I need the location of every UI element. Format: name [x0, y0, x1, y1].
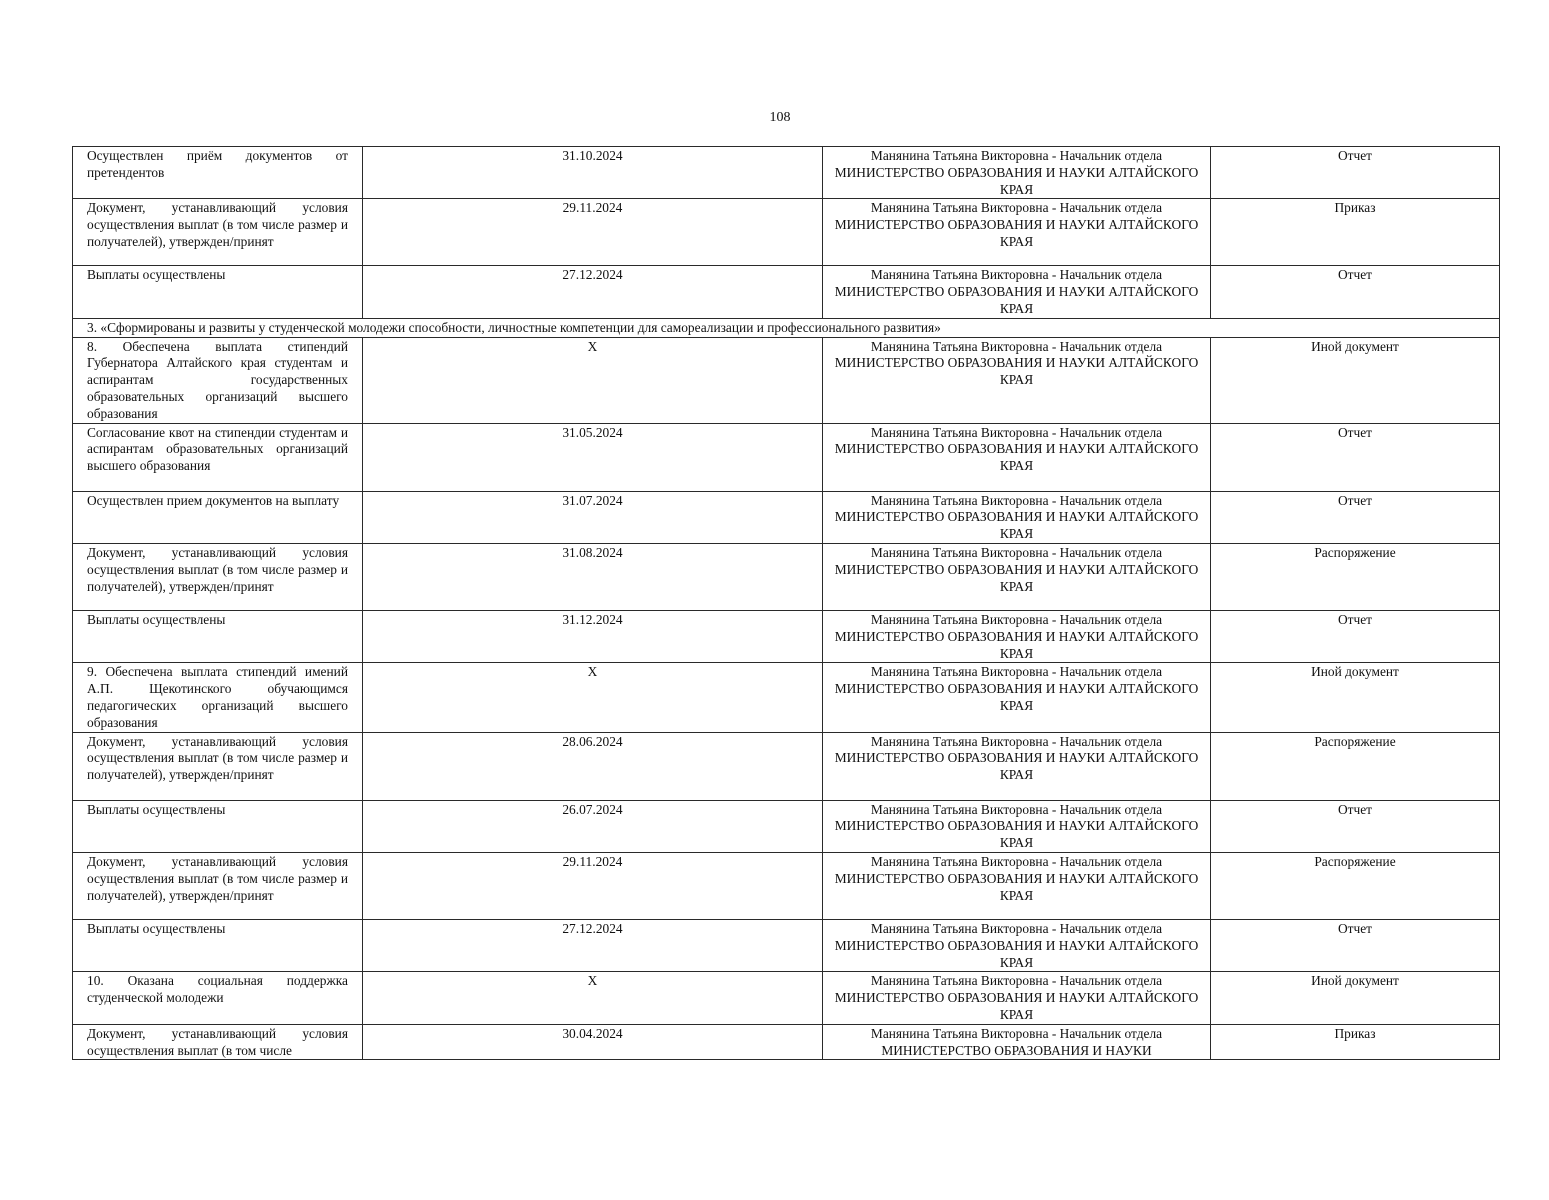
- table-row: [73, 800, 1500, 852]
- document-type-cell: [1211, 732, 1500, 800]
- event-name-cell: [73, 491, 363, 543]
- document-type-cell: [1211, 610, 1500, 662]
- due-date-cell: [363, 266, 823, 318]
- due-date: X: [587, 338, 598, 354]
- responsible-person: Манянина Татьяна Викторовна - Начальник отдела МИНИСТЕРСТВО ОБРАЗОВАНИЯ И НАУКИ АЛТАЙСКОГО КРАЯ: [834, 973, 1199, 1022]
- event-name-cell: [73, 800, 363, 852]
- due-date-cell: [363, 491, 823, 543]
- document-type: Иной документ: [1311, 338, 1399, 354]
- document-type: Иной документ: [1311, 664, 1399, 680]
- responsible-cell: [823, 423, 1211, 491]
- due-date-cell: [363, 852, 823, 919]
- table-row: [73, 972, 1500, 1024]
- responsible-person: Манянина Татьяна Викторовна - Начальник отдела МИНИСТЕРСТВО ОБРАЗОВАНИЯ И НАУКИ АЛТАЙСКОГО КРАЯ: [834, 853, 1199, 903]
- table-row: [73, 423, 1500, 491]
- responsible-cell: [823, 266, 1211, 318]
- document-type: Приказ: [1334, 1025, 1376, 1041]
- responsible-person: Манянина Татьяна Викторовна - Начальник отдела МИНИСТЕРСТВО ОБРАЗОВАНИЯ И НАУКИ АЛТАЙСКОГО КРАЯ: [834, 200, 1199, 249]
- responsible-cell: [823, 543, 1211, 610]
- table-row: [73, 919, 1500, 971]
- event-name: Документ, устанавливающий условия осуществления выплат (в том числе размер и получателей), утвержден/принят: [87, 853, 348, 903]
- document-type: Отчет: [1337, 148, 1373, 163]
- document-type-cell: [1211, 919, 1500, 971]
- due-date: 31.05.2024: [562, 424, 623, 440]
- due-date-cell: [363, 147, 823, 199]
- responsible-cell: [823, 663, 1211, 732]
- due-date-cell: [363, 919, 823, 971]
- responsible-person: Манянина Татьяна Викторовна - Начальник отдела МИНИСТЕРСТВО ОБРАЗОВАНИЯ И НАУКИ: [870, 1025, 1163, 1058]
- event-name: Согласование квот на стипендии студентам и аспирантам образовательных организаций высшего образования: [87, 424, 348, 474]
- section-row: [73, 318, 1500, 337]
- responsible-person: Манянина Татьяна Викторовна - Начальник отдела МИНИСТЕРСТВО ОБРАЗОВАНИЯ И НАУКИ АЛТАЙСКОГО КРАЯ: [834, 424, 1199, 474]
- responsible-person: Манянина Татьяна Викторовна - Начальник отдела МИНИСТЕРСТВО ОБРАЗОВАНИЯ И НАУКИ АЛТАЙСКОГО КРАЯ: [834, 801, 1199, 851]
- table-row: [73, 491, 1500, 543]
- table-row: [73, 147, 1500, 199]
- document-type-cell: [1211, 800, 1500, 852]
- document-type: Отчет: [1337, 424, 1373, 440]
- event-name-cell: [73, 1024, 363, 1060]
- document-type: Распоряжение: [1314, 733, 1396, 749]
- responsible-person: Манянина Татьяна Викторовна - Начальник отдела МИНИСТЕРСТВО ОБРАЗОВАНИЯ И НАУКИ АЛТАЙСКОГО КРАЯ: [834, 664, 1199, 713]
- document-type-cell: [1211, 972, 1500, 1024]
- responsible-person: Манянина Татьяна Викторовна - Начальник отдела МИНИСТЕРСТВО ОБРАЗОВАНИЯ И НАУКИ АЛТАЙСКОГО КРАЯ: [834, 611, 1199, 661]
- due-date: 31.10.2024: [562, 148, 623, 163]
- table-row: [73, 610, 1500, 662]
- event-name: Осуществлен приём документов от претендентов: [87, 148, 348, 180]
- document-type: Отчет: [1337, 801, 1373, 817]
- due-date: 29.11.2024: [562, 853, 623, 869]
- responsible-person: Манянина Татьяна Викторовна - Начальник отдела МИНИСТЕРСТВО ОБРАЗОВАНИЯ И НАУКИ АЛТАЙСКОГО КРАЯ: [834, 920, 1199, 970]
- event-name-cell: [73, 732, 363, 800]
- table-row: [73, 852, 1500, 919]
- table-row: [73, 1024, 1500, 1060]
- event-name: 9. Обеспечена выплата стипендий имений А.П. Щекотинского обучающимся педагогических организаций высшего образования: [87, 664, 348, 730]
- plan-table: [72, 146, 1500, 1060]
- event-name-cell: [73, 663, 363, 732]
- table-row: [73, 199, 1500, 266]
- responsible-cell: [823, 610, 1211, 662]
- event-name: Документ, устанавливающий условия осуществления выплат (в том числе: [87, 1025, 348, 1058]
- due-date-cell: [363, 610, 823, 662]
- table-row: [73, 663, 1500, 732]
- event-name-cell: [73, 972, 363, 1024]
- due-date: 31.12.2024: [562, 611, 623, 627]
- due-date-cell: [363, 732, 823, 800]
- document-type-cell: [1211, 1024, 1500, 1060]
- due-date: 27.12.2024: [562, 920, 623, 936]
- document-type-cell: [1211, 337, 1500, 423]
- section-title-cell: [73, 318, 1500, 337]
- document-type-cell: [1211, 543, 1500, 610]
- responsible-cell: [823, 800, 1211, 852]
- document-type-cell: [1211, 266, 1500, 318]
- page-number: 108: [769, 110, 791, 125]
- document-type: Отчет: [1337, 920, 1373, 936]
- due-date-cell: [363, 972, 823, 1024]
- event-name-cell: [73, 147, 363, 199]
- document-type-cell: [1211, 147, 1500, 199]
- responsible-person: Манянина Татьяна Викторовна - Начальник отдела МИНИСТЕРСТВО ОБРАЗОВАНИЯ И НАУКИ АЛТАЙСКОГО КРАЯ: [834, 148, 1199, 197]
- responsible-cell: [823, 732, 1211, 800]
- responsible-cell: [823, 147, 1211, 199]
- responsible-cell: [823, 1024, 1211, 1060]
- due-date-cell: [363, 199, 823, 266]
- due-date: 28.06.2024: [562, 733, 623, 749]
- event-name-cell: [73, 266, 363, 318]
- responsible-cell: [823, 919, 1211, 971]
- due-date-cell: [363, 337, 823, 423]
- responsible-cell: [823, 852, 1211, 919]
- due-date: 26.07.2024: [562, 801, 623, 817]
- document-type-cell: [1211, 423, 1500, 491]
- responsible-person: Манянина Татьяна Викторовна - Начальник отдела МИНИСТЕРСТВО ОБРАЗОВАНИЯ И НАУКИ АЛТАЙСКОГО КРАЯ: [834, 544, 1199, 594]
- due-date: X: [587, 973, 598, 989]
- due-date: 30.04.2024: [562, 1025, 623, 1041]
- responsible-person: Манянина Татьяна Викторовна - Начальник отдела МИНИСТЕРСТВО ОБРАЗОВАНИЯ И НАУКИ АЛТАЙСКОГО КРАЯ: [834, 267, 1199, 316]
- document-type: Отчет: [1337, 492, 1373, 508]
- document-type: Иной документ: [1311, 973, 1399, 989]
- responsible-person: Манянина Татьяна Викторовна - Начальник отдела МИНИСТЕРСТВО ОБРАЗОВАНИЯ И НАУКИ АЛТАЙСКОГО КРАЯ: [834, 492, 1199, 542]
- event-name: Выплаты осуществлены: [87, 801, 226, 817]
- table-row: [73, 266, 1500, 318]
- event-name-cell: [73, 337, 363, 423]
- responsible-person: Манянина Татьяна Викторовна - Начальник отдела МИНИСТЕРСТВО ОБРАЗОВАНИЯ И НАУКИ АЛТАЙСКОГО КРАЯ: [834, 733, 1199, 783]
- responsible-cell: [823, 199, 1211, 266]
- event-name: 10. Оказана социальная поддержка студенческой молодежи: [87, 973, 348, 1006]
- event-name: Документ, устанавливающий условия осуществления выплат (в том числе размер и получателей), утвержден/принят: [87, 733, 348, 783]
- due-date: 31.07.2024: [562, 492, 623, 508]
- document-type-cell: [1211, 199, 1500, 266]
- document-type-cell: [1211, 491, 1500, 543]
- event-name-cell: [73, 852, 363, 919]
- due-date-cell: [363, 663, 823, 732]
- table-row: [73, 732, 1500, 800]
- event-name: Документ, устанавливающий условия осуществления выплат (в том числе размер и получателей), утвержден/принят: [87, 200, 348, 249]
- responsible-cell: [823, 972, 1211, 1024]
- responsible-cell: [823, 491, 1211, 543]
- due-date: X: [587, 664, 598, 680]
- event-name-cell: [73, 543, 363, 610]
- table-row: [73, 337, 1500, 423]
- event-name: Документ, устанавливающий условия осуществления выплат (в том числе размер и получателей), утвержден/принят: [87, 544, 348, 594]
- event-name-cell: [73, 199, 363, 266]
- document-type: Распоряжение: [1314, 544, 1396, 560]
- event-name: Выплаты осуществлены: [87, 611, 226, 627]
- due-date: 27.12.2024: [562, 267, 623, 283]
- responsible-person: Манянина Татьяна Викторовна - Начальник отдела МИНИСТЕРСТВО ОБРАЗОВАНИЯ И НАУКИ АЛТАЙСКОГО КРАЯ: [834, 338, 1199, 388]
- event-name: Выплаты осуществлены: [87, 267, 226, 283]
- event-name: 8. Обеспечена выплата стипендий Губернатора Алтайского края студентам и аспирантам государственных образовательных организаций высшего образования: [87, 338, 348, 421]
- due-date: 31.08.2024: [562, 544, 623, 560]
- due-date-cell: [363, 423, 823, 491]
- event-name: Осуществлен прием документов на выплату: [87, 492, 340, 508]
- section-title: 3. «Сформированы и развиты у студенческой молодежи способности, личностные компетенции для самореализации и профессионального развития»: [87, 319, 941, 335]
- due-date-cell: [363, 800, 823, 852]
- table-row: [73, 543, 1500, 610]
- document-type: Приказ: [1334, 200, 1376, 216]
- document-type-cell: [1211, 663, 1500, 732]
- due-date: 29.11.2024: [562, 200, 623, 216]
- due-date-cell: [363, 543, 823, 610]
- document-type: Отчет: [1337, 267, 1373, 283]
- document-type: Распоряжение: [1314, 853, 1396, 869]
- event-name: Выплаты осуществлены: [87, 920, 226, 936]
- document-type-cell: [1211, 852, 1500, 919]
- responsible-cell: [823, 337, 1211, 423]
- due-date-cell: [363, 1024, 823, 1060]
- event-name-cell: [73, 423, 363, 491]
- document-type: Отчет: [1337, 611, 1373, 627]
- event-name-cell: [73, 919, 363, 971]
- event-name-cell: [73, 610, 363, 662]
